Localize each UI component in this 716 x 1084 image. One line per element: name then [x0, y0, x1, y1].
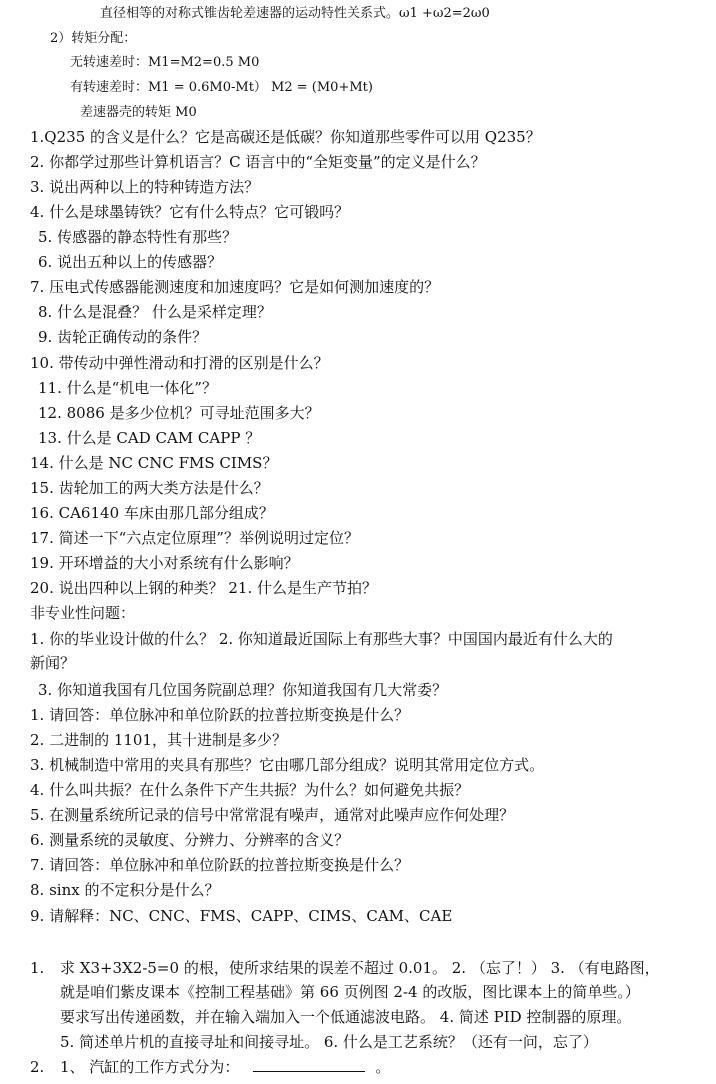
housing-torque-line: 差速器壳的转矩 M0	[80, 105, 197, 120]
question-16: 16. CA6140 车床由那几部分组成？	[30, 504, 274, 522]
cylinder-question	[60, 1057, 390, 1077]
question-9: 9. 齿轮正确传动的条件？	[38, 328, 208, 346]
bottom-number-1: 1.	[30, 959, 45, 977]
list2-item-9: 9. 请解释：NC、CNC、FMS、CAPP、CIMS、CAM、CAE	[30, 907, 453, 925]
list2-item-5: 5. 在测量系统所记录的信号中常常混有噪声，通常对此噪声应作何处理？	[30, 806, 515, 824]
list2-item-7: 7. 请回答：单位脉冲和单位阶跃的拉普拉斯变换是什么？	[30, 856, 410, 874]
nonpro-heading: 非专业性问题：	[30, 604, 136, 622]
question-2: 2. 你都学过那些计算机语言？C 语言中的“全矩变量”的定义是什么？	[30, 153, 486, 171]
list2-item-3: 3. 机械制造中常用的夹具有那些？它由哪几部分组成？说明其常用定位方式。	[30, 756, 545, 774]
cylinder-question-end: 。	[375, 1058, 391, 1076]
nonpro-question-3: 3. 你知道我国有几位国务院副总理？你知道我国有几大常委？	[38, 681, 448, 699]
diff-kinematics-line: 直径相等的对称式锥齿轮差速器的运动特性关系式。ω1 +ω2=2ω0	[100, 6, 490, 21]
list2-item-8: 8. sinx 的不定积分是什么？	[30, 881, 220, 899]
question-15: 15. 齿轮加工的两大类方法是什么？	[30, 479, 269, 497]
no-speed-diff-line: 无转速差时：M1=M2=0.5 M0	[70, 55, 260, 70]
list2-item-4: 4. 什么叫共振？在什么条件下产生共振？为什么？如何避免共振？	[30, 781, 470, 799]
nonpro-question-2-cont: 新闻？	[30, 654, 76, 672]
question-10: 10. 带传动中弹性滑动和打滑的区别是什么？	[30, 354, 329, 372]
bottom-line-2: 就是咱们紫皮课本《控制工程基础》第 66 页例图 2-4 的改版，图比课本上的简单些。）	[60, 983, 640, 1001]
question-20-21: 20. 说出四种以上钢的种类？ 21. 什么是生产节拍？	[30, 579, 378, 597]
question-5: 5. 传感器的静态特性有那些？	[38, 228, 238, 246]
question-14: 14. 什么是 NC CNC FMS CIMS？	[30, 454, 278, 472]
torque-distribution-heading: 2）转矩分配：	[50, 31, 137, 46]
question-8: 8. 什么是混叠？ 什么是采样定理？	[38, 303, 272, 321]
question-19: 19. 开环增益的大小对系统有什么影响？	[30, 554, 299, 572]
nonpro-question-1-2: 1. 你的毕业设计做的什么？ 2. 你知道最近国际上有那些大事？中国国内最近有什么大的	[30, 630, 613, 648]
question-7: 7. 压电式传感器能测速度和加速度吗？它是如何测加速度的？	[30, 278, 440, 296]
list2-item-1: 1. 请回答：单位脉冲和单位阶跃的拉普拉斯变换是什么？	[30, 706, 410, 724]
question-11: 11. 什么是“机电一体化”？	[38, 379, 217, 397]
bottom-line-4: 5. 简述单片机的直接寻址和间接寻址。 6. 什么是工艺系统？（还有一问，忘了）	[60, 1033, 598, 1051]
question-4: 4. 什么是球墨铸铁？它有什么特点？它可锻吗？	[30, 203, 350, 221]
speed-diff-line: 有转速差时：M1 = 0.6M0-Mt） M2 = (M0+Mt)	[70, 80, 373, 95]
answer-blank[interactable]	[253, 1057, 365, 1072]
question-3: 3. 说出两种以上的特种铸造方法？	[30, 178, 260, 196]
list2-item-6: 6. 测量系统的灵敏度、分辨力、分辨率的含义？	[30, 831, 350, 849]
bottom-line-3: 要求写出传递函数，并在输入端加入一个低通滤波电路。 4. 简述 PID 控制器的原理。	[60, 1008, 632, 1026]
list2-item-2: 2. 二进制的 1101，其十进制是多少？	[30, 731, 288, 749]
bottom-line-1: 求 X3+3X2-5=0 的根，使所求结果的误差不超过 0.01。 2. （忘了！） 3. （有电路图，	[60, 959, 660, 977]
question-1: 1.Q235 的含义是什么？它是高碳还是低碳？你知道那些零件可以用 Q235？	[30, 128, 541, 146]
cylinder-question-text: 1、 汽缸的工作方式分为：	[60, 1058, 240, 1076]
question-12: 12. 8086 是多少位机？可寻址范围多大？	[38, 404, 320, 422]
bottom-number-2: 2.	[30, 1058, 45, 1076]
question-6: 6. 说出五种以上的传感器？	[38, 253, 223, 271]
question-17: 17. 简述一下“六点定位原理”？举例说明过定位？	[30, 529, 359, 547]
question-13: 13. 什么是 CAD CAM CAPP ？	[38, 429, 261, 447]
